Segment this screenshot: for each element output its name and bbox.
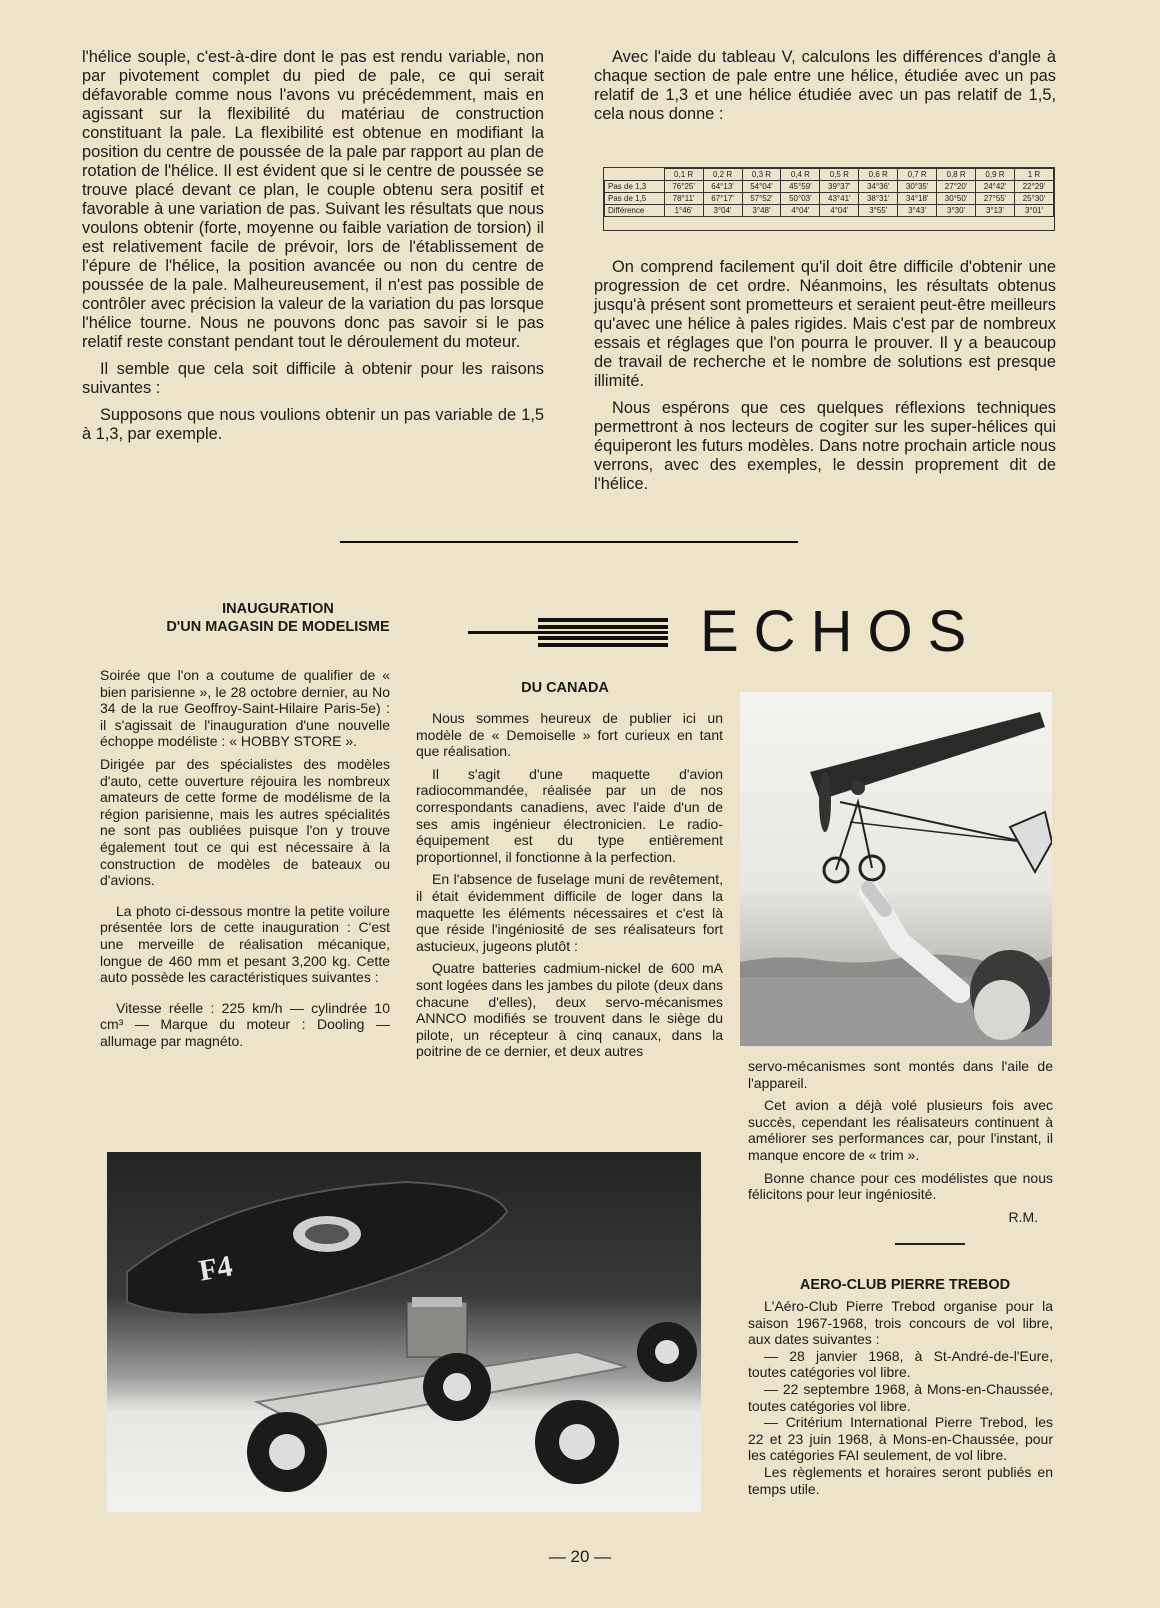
- table-cell: 24°42': [976, 181, 1015, 193]
- aeroclub-paragraph: — 28 janvier 1968, à St-André-de-l'Eure, toutes catégories vol libre.: [748, 1347, 1053, 1381]
- pitch-table: [603, 167, 1055, 231]
- table-cell: 45°59': [781, 181, 820, 193]
- inauguration-title-line: D'UN MAGASIN DE MODELISME: [166, 619, 390, 635]
- right-intro-paragraph: Avec l'aide du tableau V, calculons les différences d'angle à chaque section de pale entre une hélice, étudiée avec un pas relatif de 1,3 et une hélice étudiée avec un pas relatif de 1,5, cela nous donne :: [594, 48, 1056, 123]
- left-article: [82, 48, 544, 452]
- table-cell: Pas de 1,3: [605, 181, 665, 193]
- inauguration-title-line: INAUGURATION: [222, 601, 334, 617]
- aeroclub-article: [748, 1298, 1053, 1497]
- left-paragraph: Il semble que cela soit difficile à obtenir pour les raisons suivantes :: [82, 360, 544, 397]
- table-header-cell: 1 R: [1014, 169, 1053, 181]
- table-cell: Pas de 1,5: [605, 193, 665, 205]
- page-number: — 20 —: [548, 1547, 612, 1566]
- inauguration-paragraph: Soirée que l'on a coutume de qualifier de « bien parisienne », le 28 octobre dernier, au No 34 de la rue Geoffroy-Saint-Hilaire Paris-5e) : il s'agissait de l'inauguration d'une nouvelle échoppe modéliste : « HOBBY STORE ».: [100, 667, 390, 750]
- canada-paragraph: Nous sommes heureux de publier ici un modèle de « Demoiselle » fort curieux en tant que réalisation.: [416, 710, 723, 760]
- table-cell: 3°43': [898, 205, 937, 217]
- table-cell: 27°55': [976, 193, 1015, 205]
- airplane-illustration: [740, 692, 1052, 1046]
- table-header-cell: 0,6 R: [859, 169, 898, 181]
- table-cell: 34°36': [859, 181, 898, 193]
- table-cell: 43°41': [820, 193, 859, 205]
- canada-paragraph: En l'absence de fuselage muni de revêtement, il était évidemment difficile de loger dans la maquette les éléments nécessaires et c'est là que réside l'ingéniosité de ses réalisateurs fort astucieux, jugeons plutôt :: [416, 871, 723, 954]
- table-cell: 4°04': [781, 205, 820, 217]
- canada-continuation-paragraph: servo-mécanismes sont montés dans l'aile de l'appareil.: [748, 1058, 1053, 1091]
- table-cell: 38°31': [859, 193, 898, 205]
- canada-title: DU CANADA: [521, 680, 609, 696]
- table-header-cell: 0,2 R: [703, 169, 742, 181]
- canada-article: [416, 710, 723, 1066]
- table-cell: 3°01': [1014, 205, 1053, 217]
- canada-paragraph: Il s'agit d'une maquette d'avion radiocommandée, réalisée par un de nos correspondants canadiens, avec l'aide d'un de ses amis ingénieur électronicien. Le radio-équipement est du type entièrement proportionnel, il fonctionne à la perfection.: [416, 765, 723, 865]
- inauguration-paragraph: La photo ci-dessous montre la petite voilure présentée lors de cette inauguration : C'est une merveille de réalisation mécanique, longue de 460 mm et pesant 3,200 kg. Cette auto possède les caractéristiques suivantes :: [100, 902, 390, 986]
- table-cell: 76°25': [664, 181, 703, 193]
- aeroclub-paragraph: — 22 septembre 1968, à Mons-en-Chaussée, toutes catégories vol libre.: [748, 1380, 1053, 1414]
- aeroclub-title: AERO-CLUB PIERRE TREBOD: [799, 1277, 1011, 1293]
- inauguration-article: [100, 667, 390, 1055]
- table-cell: 57°52': [742, 193, 781, 205]
- table-header-cell: 0,9 R: [976, 169, 1015, 181]
- inauguration-paragraph: Vitesse réelle : 225 km/h — cylindrée 10 cm³ — Marque du moteur : Dooling — allumage par magnéto.: [100, 999, 390, 1049]
- table-cell: 4°04': [820, 205, 859, 217]
- echos-title: ECHOS: [700, 599, 982, 664]
- section-divider: [340, 541, 798, 543]
- table-cell: 25°30': [1014, 193, 1053, 205]
- table-row: [605, 205, 1054, 217]
- canada-paragraph: Quatre batteries cadmium-nickel de 600 mA sont logées dans les jambes du pilote (deux dans chacune d'elles), deux servo-mécanismes ANNCO modifiés se trouvent dans le siège du pilote, un récepteur à cinq canaux, dans la poitrine de ce dernier, et deux autres: [416, 960, 723, 1060]
- table-header-row: [605, 169, 1054, 181]
- table-cell: 27°20': [937, 181, 976, 193]
- table-row: [605, 181, 1054, 193]
- table-cell: 64°13': [703, 181, 742, 193]
- car-illustration: [107, 1152, 701, 1512]
- airplane-photo: [740, 692, 1052, 1046]
- aeroclub-divider: [895, 1243, 965, 1245]
- table-header-cell: 0,4 R: [781, 169, 820, 181]
- table-cell: 3°04': [703, 205, 742, 217]
- table-header-cell: [605, 169, 665, 181]
- table-cell: 50°03': [781, 193, 820, 205]
- table-cell: 22°29': [1014, 181, 1053, 193]
- table-cell: 3°13': [976, 205, 1015, 217]
- right-article-body: [594, 258, 1056, 502]
- table-header-cell: 0,8 R: [937, 169, 976, 181]
- table-header-cell: 0,7 R: [898, 169, 937, 181]
- left-paragraph: Supposons que nous voulions obtenir un pas variable de 1,5 à 1,3, par exemple.: [82, 406, 544, 443]
- canada-signature: R.M.: [1008, 1208, 1038, 1225]
- canada-continuation-paragraph: Cet avion a déjà volé plusieurs fois avec succès, cependant les réalisateurs continuent à améliorer ses performances car, pour l'instant, il manque encore de « trim ».: [748, 1097, 1053, 1163]
- aeroclub-paragraph: L'Aéro-Club Pierre Trebod organise pour la saison 1967-1968, trois concours de vol libre, aux dates suivantes :: [748, 1298, 1053, 1348]
- table-cell: 3°30': [937, 205, 976, 217]
- table-header-cell: 0,5 R: [820, 169, 859, 181]
- table-cell: 39°37': [820, 181, 859, 193]
- left-paragraph: l'hélice souple, c'est-à-dire dont le pas est rendu variable, non par pivotement complet du pied de pale, ce qui serait défavorable comme nous l'avons vu précédemment, mais en agissant sur la flexibilité du matériau de construction constituant la pale. La flexibilité est obtenue en modifiant la position du centre de poussée de la pale par rapport au plan de rotation de l'hélice. Il est évident que si le centre de poussée se trouve placé devant ce plan, le couple obtenu sera positif et favorable à une variation de pas. Suivant les résultats que nous voulons obtenir (forte, moyenne ou faible variation de torsion) il est relativement facile de prévoir, lors de l'établissement de l'épure de l'hélice, la position avancée ou non du centre de poussée de la pale. Malheureusement, il n'est pas possible de contrôler avec précision la valeur de la variation du pas lorsque l'hélice tourne. Nous ne pouvons donc pas savoir si le pas relatif reste constant pendant tout le déroulement du moteur.: [82, 48, 544, 351]
- right-paragraph: On comprend facilement qu'il doit être difficile d'obtenir une progression de cet ordre. Néanmoins, les résultats obtenus jusqu'à présent sont prometteurs et seraient peut-être meilleurs qu'avec une hélice à pales rigides. Mais c'est par de nombreux essais et réglages que l'on pourra le prouver. Il y a beaucoup de travail de recherche et le nombre de solutions est presque illimité.: [594, 258, 1056, 390]
- car-body-marking: F4: [196, 1249, 235, 1288]
- right-article-intro: [594, 48, 1056, 132]
- canada-continuation-paragraph: Bonne chance pour ces modélistes que nous félicitons pour leur ingéniosité.: [748, 1169, 1053, 1203]
- car-photo: [107, 1152, 701, 1512]
- table-cell: 67°17': [703, 193, 742, 205]
- table-cell: 30°35': [898, 181, 937, 193]
- aeroclub-paragraph: Les règlements et horaires seront publiés en temps utile.: [748, 1463, 1053, 1497]
- echos-decoration: [468, 612, 668, 652]
- table-cell: 3°55': [859, 205, 898, 217]
- table-cell: Différence: [605, 205, 665, 217]
- table-cell: 3°48': [742, 205, 781, 217]
- table-row: [605, 193, 1054, 205]
- table-header-cell: 0,1 R: [664, 169, 703, 181]
- table-cell: 54°04': [742, 181, 781, 193]
- inauguration-title: [158, 600, 398, 636]
- table-cell: 1°46': [664, 205, 703, 217]
- table-cell: 34°18': [898, 193, 937, 205]
- aeroclub-paragraph: — Critérium International Pierre Trebod, les 22 et 23 juin 1968, à Mons-en-Chaussée, pour les catégories FAI seulement, de vol libre.: [748, 1414, 1053, 1464]
- table-cell: 30°50': [937, 193, 976, 205]
- right-paragraph: Nous espérons que ces quelques réflexions techniques permettront à nos lecteurs de cogiter sur les super-hélices qui équiperont les futurs modèles. Dans notre prochain article nous verrons, avec des exemples, le dessin proprement dit de l'hélice.: [594, 399, 1056, 493]
- inauguration-paragraph: Dirigée par des spécialistes des modèles d'auto, cette ouverture réjouira les nombreux amateurs de cette forme de modélisme de la région parisienne, mais les autres spécialités ne sont pas oubliées puisque l'on y trouve également tout ce qui est nécessaire à la construction de modèles de bateaux ou d'avions.: [100, 755, 390, 889]
- canada-continuation: [748, 1058, 1053, 1225]
- table-header-cell: 0,3 R: [742, 169, 781, 181]
- table-cell: 78°11': [664, 193, 703, 205]
